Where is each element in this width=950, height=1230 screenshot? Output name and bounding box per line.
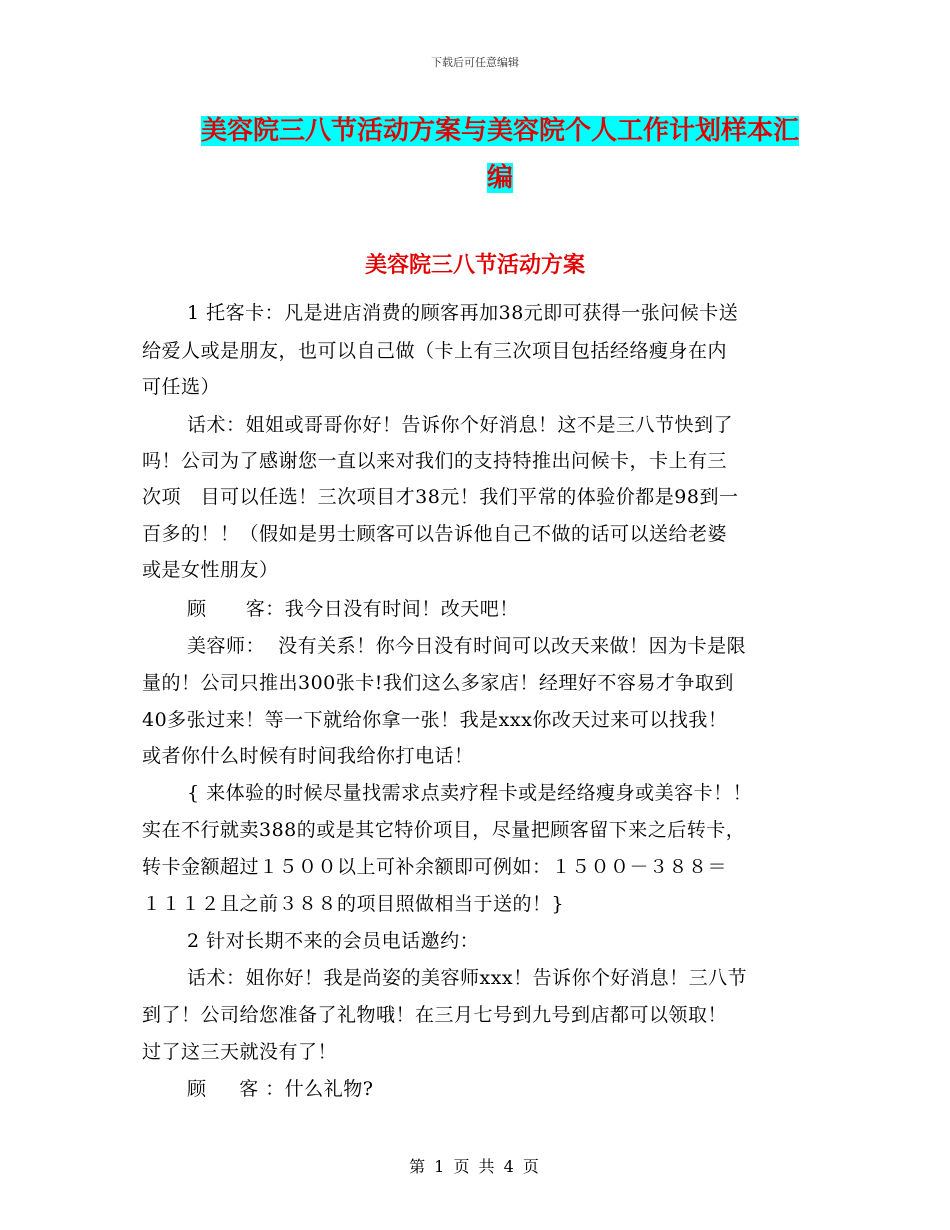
body-line: 顾 客：我今日没有时间！改天吧！	[187, 598, 519, 620]
body-line: 话术：姐你好！我是尚姿的美容师xxx！告诉你个好消息！三八节	[187, 967, 748, 989]
body-line: { 来体验的时候尽量找需求点卖疗程卡或是经络瘦身或美容卡！！	[187, 782, 753, 804]
page-footer: 第 1 页 共 4 页	[409, 1157, 541, 1176]
section-title: 美容院三八节活动方案	[364, 252, 585, 278]
body-line: 次项 目可以任选！三次项目才38元！我们平常的体验价都是98到一	[142, 486, 739, 508]
body-line: 百多的！！（假如是男士顾客可以告诉他自己不做的话可以送给老婆	[142, 523, 728, 545]
title-line-2: 编	[486, 163, 513, 193]
document-title	[190, 108, 810, 202]
body-line: 到了！公司给您准备了礼物哦！在三月七号到九号到店都可以领取！	[142, 1004, 728, 1026]
title-line-1: 美容院三八节活动方案与美容院个人工作计划样本汇	[200, 116, 799, 146]
body-line: 或是女性朋友）	[142, 559, 279, 581]
body-line: 转卡金额超过１５００以上可补余额即可例如：１５００－３８８＝	[142, 856, 728, 878]
body-line: 量的！公司只推出300张卡!我们这么多家店！经理好不容易才争取到	[142, 672, 734, 694]
body-line: 可任选）	[142, 376, 221, 398]
body-line: 1 托客卡：凡是进店消费的顾客再加38元即可获得一张问候卡送	[187, 302, 739, 324]
body-line: 过了这三天就没有了！	[142, 1041, 338, 1063]
body-line: 40多张过来！等一下就给你拿一张！我是xxx你改天过来可以找我！	[142, 709, 728, 731]
body-line: 美容师： 没有关系！你今日没有时间可以改天来做！因为卡是限	[187, 635, 747, 657]
body-line: 顾 客 ：什么礼物?	[187, 1078, 374, 1100]
body-line: 给爱人或是朋友，也可以自己做（卡上有三次项目包括经络瘦身在内	[142, 340, 728, 362]
body-line: 或者你什么时候有时间我给你打电话！	[142, 745, 474, 767]
body-line: 2 针对长期不来的会员电话邀约：	[187, 930, 480, 952]
header-note: 下载后可任意编辑	[431, 56, 519, 69]
body-line: 话术：姐姐或哥哥你好！告诉你个好消息！这不是三八节快到了	[187, 414, 734, 436]
body-line: 吗！公司为了感谢您一直以来对我们的支持特推出问候卡，卡上有三	[142, 450, 728, 472]
body-line: １１１２且之前３８８的项目照做相当于送的！}	[142, 893, 565, 915]
body-line: 实在不行就卖388的或是其它特价项目，尽量把顾客留下来之后转卡，	[142, 819, 746, 841]
